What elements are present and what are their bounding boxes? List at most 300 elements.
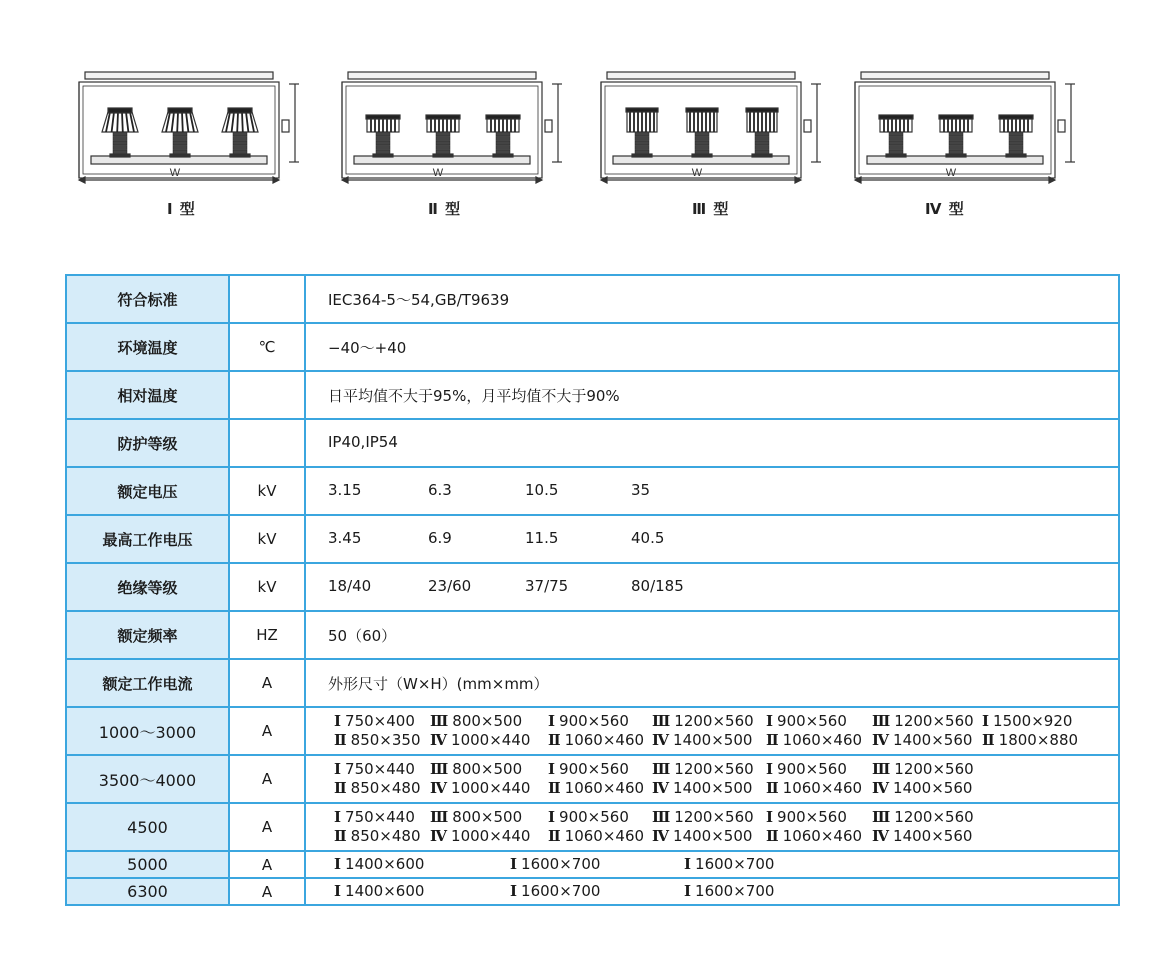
type-numeral: Ⅰ xyxy=(334,882,342,900)
dimension-entry xyxy=(872,712,974,731)
dimension-value: 750×400 xyxy=(345,712,415,730)
spec-row xyxy=(66,467,1119,515)
insulator-ring xyxy=(113,132,127,136)
bushing-base xyxy=(692,154,712,157)
dimension-entry xyxy=(766,808,847,827)
insulator-ring xyxy=(949,150,963,154)
dimension-entry xyxy=(982,712,1072,731)
dimension-entry xyxy=(430,731,530,750)
current-range-cell: 3500～4000 xyxy=(66,755,229,803)
insulator-ring xyxy=(376,141,390,145)
type-numeral: Ⅳ xyxy=(872,779,890,797)
side-flange xyxy=(1058,120,1065,132)
bushing-base xyxy=(373,154,393,157)
current-unit-cell: A xyxy=(229,803,305,851)
insulator-ring xyxy=(436,141,450,145)
current-row xyxy=(66,851,1119,878)
spec-value: −40～+40 xyxy=(328,339,407,357)
type-numeral: Ⅲ xyxy=(872,712,891,730)
insulator-ring xyxy=(376,146,390,150)
insulator-ring xyxy=(113,150,127,154)
bushing xyxy=(939,115,973,157)
dimension-value: 1000×440 xyxy=(451,779,531,797)
dimension-value: 1400×560 xyxy=(893,731,973,749)
insulator-ring xyxy=(173,146,187,150)
dimension-entry xyxy=(652,760,754,779)
enclosure-group xyxy=(342,72,562,183)
dimensions-cell xyxy=(305,851,1119,878)
spec-value-cell xyxy=(305,515,1119,563)
bushing-cap xyxy=(999,115,1033,119)
type-numeral: Ⅱ xyxy=(334,779,347,797)
dimension-value: 1000×440 xyxy=(451,731,531,749)
dimension-line xyxy=(334,731,1118,750)
dimension-entry xyxy=(872,827,972,846)
dimension-entry xyxy=(334,760,415,779)
dimension-entry xyxy=(334,827,421,846)
spec-row xyxy=(66,563,1119,611)
spec-value: IEC364-5～54,GB/T9639 xyxy=(328,291,510,309)
spec-value: 35 xyxy=(631,481,651,499)
spec-row xyxy=(66,611,1119,659)
spec-value: 80/185 xyxy=(631,577,684,595)
dimension-line xyxy=(334,882,1118,901)
type-numeral: Ⅰ xyxy=(548,808,556,826)
bushing-base xyxy=(493,154,513,157)
dimension-entry xyxy=(766,731,862,750)
spec-value-cell xyxy=(305,275,1119,323)
dimension-value: 900×560 xyxy=(559,760,629,778)
insulator-ring xyxy=(635,132,649,136)
type-numeral: Ⅲ xyxy=(430,808,449,826)
bushing-cap xyxy=(486,115,520,119)
dimension-line xyxy=(334,760,1118,779)
spec-value-cell xyxy=(305,467,1119,515)
insulator-ring xyxy=(436,137,450,141)
spec-unit-cell: kV xyxy=(229,467,305,515)
bushing-base xyxy=(110,154,130,157)
type-numeral: Ⅱ xyxy=(766,827,779,845)
insulator-ring xyxy=(889,146,903,150)
dimension-entry xyxy=(334,779,421,798)
type-numeral: Ⅳ xyxy=(430,779,448,797)
dimensions-cell xyxy=(305,803,1119,851)
dimension-value: 1500×920 xyxy=(993,712,1073,730)
dimensions-cell xyxy=(305,707,1119,755)
insulator-ring xyxy=(436,132,450,136)
dimension-line xyxy=(334,827,1118,846)
bushing xyxy=(366,115,400,157)
current-row xyxy=(66,755,1119,803)
bushing xyxy=(879,115,913,157)
dimension-entry xyxy=(430,760,522,779)
bushing xyxy=(999,115,1033,157)
dimension-value: 1060×460 xyxy=(782,827,863,845)
bushing xyxy=(746,108,778,157)
insulator-ring xyxy=(233,146,247,150)
spec-value-cell xyxy=(305,371,1119,419)
current-unit-cell: A xyxy=(229,707,305,755)
type-numeral: Ⅱ xyxy=(766,731,779,749)
dimension-value: 900×560 xyxy=(777,712,847,730)
dimension-entry xyxy=(334,808,415,827)
insulator-ring xyxy=(233,137,247,141)
type-numeral: Ⅰ xyxy=(510,882,518,900)
dimension-value: 900×560 xyxy=(777,760,847,778)
dimension-entry xyxy=(510,882,600,901)
insulator-ring xyxy=(755,150,769,154)
dimension-line xyxy=(334,712,1118,731)
dimension-entry xyxy=(510,855,600,874)
insulator-ring xyxy=(889,141,903,145)
dimension-value: 900×560 xyxy=(777,808,847,826)
dimension-entry xyxy=(430,808,522,827)
type-numeral: Ⅰ xyxy=(334,760,342,778)
spec-value-cell xyxy=(305,323,1119,371)
type-numeral: Ⅳ xyxy=(652,827,670,845)
width-symbol: W xyxy=(169,167,181,179)
dimension-entry xyxy=(872,760,974,779)
insulator-ring xyxy=(949,146,963,150)
type-numeral: Ⅲ xyxy=(652,760,671,778)
dimension-entry xyxy=(766,760,847,779)
dimension-value: 1200×560 xyxy=(674,808,754,826)
spec-name-cell: 防护等级 xyxy=(66,419,229,467)
spec-row xyxy=(66,371,1119,419)
insulator-ring xyxy=(376,137,390,141)
dimension-value: 750×440 xyxy=(345,808,415,826)
insulator-ring xyxy=(889,137,903,141)
dimension-value: 850×480 xyxy=(350,827,421,845)
spec-value: 23/60 xyxy=(428,577,472,595)
dimension-value: 1200×560 xyxy=(894,712,974,730)
insulator-ring xyxy=(755,141,769,145)
type-numeral: Ⅳ xyxy=(430,827,448,845)
width-symbol: W xyxy=(432,167,444,179)
current-range-cell: 5000 xyxy=(66,851,229,878)
dimension-value: 1060×460 xyxy=(564,779,645,797)
type-numeral: Ⅱ xyxy=(334,827,347,845)
insulator-ring xyxy=(1009,132,1023,136)
cone-fin xyxy=(122,112,123,132)
dimension-entry xyxy=(684,855,774,874)
cone-fin xyxy=(242,112,243,132)
spec-value-cell xyxy=(305,611,1119,659)
dimension-value: 1400×600 xyxy=(345,855,425,873)
spec-name-cell: 额定工作电流 xyxy=(66,659,229,707)
dimension-entry xyxy=(766,712,847,731)
insulator-ring xyxy=(1009,137,1023,141)
insulator-ring xyxy=(233,141,247,145)
dimension-value: 1200×560 xyxy=(674,760,754,778)
type-numeral: Ⅰ xyxy=(982,712,990,730)
side-flange xyxy=(804,120,811,132)
dimension-value: 1400×500 xyxy=(673,779,753,797)
spec-value: 37/75 xyxy=(525,577,569,595)
spec-value-cell xyxy=(305,563,1119,611)
dimension-entry xyxy=(334,731,421,750)
bushing xyxy=(102,108,138,157)
insulator-ring xyxy=(695,146,709,150)
type-numeral: Ⅰ xyxy=(510,855,518,873)
insulator-ring xyxy=(695,150,709,154)
enclosure-drawing-3 xyxy=(597,62,837,192)
spec-value: 外形尺寸（W×H）(mm×mm） xyxy=(328,675,549,693)
type-numeral: Ⅳ xyxy=(872,827,890,845)
bushing-base xyxy=(632,154,652,157)
dimension-value: 1400×560 xyxy=(893,827,973,845)
insulator-ring xyxy=(173,150,187,154)
cone-fin xyxy=(237,112,238,132)
insulator-ring xyxy=(173,141,187,145)
dimension-entry xyxy=(334,882,424,901)
bushing-cap xyxy=(108,108,132,113)
enclosure-group xyxy=(855,72,1075,183)
spec-value: 18/40 xyxy=(328,577,372,595)
dimension-value: 1600×700 xyxy=(695,855,775,873)
type-numeral: Ⅰ xyxy=(766,760,774,778)
bushing-cap xyxy=(228,108,252,113)
dimension-entry xyxy=(548,712,629,731)
insulator-ring xyxy=(1009,146,1023,150)
type-label-4: Ⅳ 型 xyxy=(925,200,965,218)
dimension-value: 900×560 xyxy=(559,808,629,826)
dimension-value: 1060×460 xyxy=(564,827,645,845)
enclosure-drawing-2 xyxy=(338,62,578,192)
insulator-ring xyxy=(695,132,709,136)
current-row xyxy=(66,878,1119,905)
cover-plate xyxy=(607,72,795,79)
dimension-entry xyxy=(652,731,752,750)
type-numeral: Ⅰ xyxy=(548,760,556,778)
dimension-entry xyxy=(430,712,522,731)
dimension-entry xyxy=(684,882,774,901)
spec-value: 40.5 xyxy=(631,529,665,547)
type-numeral: Ⅲ xyxy=(652,712,671,730)
bushing-base xyxy=(1006,154,1026,157)
dimension-value: 850×350 xyxy=(350,731,421,749)
spec-unit-cell xyxy=(229,419,305,467)
spec-row xyxy=(66,275,1119,323)
insulator-ring xyxy=(496,132,510,136)
dimension-value: 1800×880 xyxy=(998,731,1079,749)
insulator-ring xyxy=(949,132,963,136)
insulator-ring xyxy=(233,132,247,136)
spec-name-cell: 绝缘等级 xyxy=(66,563,229,611)
type-numeral: Ⅳ xyxy=(872,731,890,749)
spec-unit-cell: A xyxy=(229,659,305,707)
insulator-ring xyxy=(635,146,649,150)
spec-row xyxy=(66,515,1119,563)
insulator-ring xyxy=(496,141,510,145)
bushing xyxy=(626,108,658,157)
dimension-value: 1000×440 xyxy=(451,827,531,845)
bushing xyxy=(222,108,258,157)
dimension-entry xyxy=(430,779,530,798)
dimension-entry xyxy=(548,760,629,779)
dimension-entry xyxy=(872,779,972,798)
type-numeral: Ⅲ xyxy=(872,808,891,826)
type-numeral: Ⅰ xyxy=(334,808,342,826)
dimensions-cell xyxy=(305,878,1119,905)
dimension-entry xyxy=(982,731,1078,750)
type-numeral: Ⅳ xyxy=(652,779,670,797)
bushing xyxy=(162,108,198,157)
dimensions-cell xyxy=(305,755,1119,803)
bushing-cap xyxy=(426,115,460,119)
dimension-entry xyxy=(766,827,862,846)
dimension-entry xyxy=(652,827,752,846)
bushing-cap xyxy=(879,115,913,119)
dimension-entry xyxy=(548,808,629,827)
dimension-value: 1600×700 xyxy=(521,855,601,873)
type-numeral: Ⅱ xyxy=(334,731,347,749)
spec-value: 6.3 xyxy=(428,481,452,499)
dimension-entry xyxy=(652,779,752,798)
width-symbol: W xyxy=(945,167,957,179)
insulator-ring xyxy=(949,137,963,141)
enclosure-group xyxy=(601,72,821,183)
dimension-value: 1200×560 xyxy=(674,712,754,730)
insulator-ring xyxy=(755,146,769,150)
dimension-entry xyxy=(872,808,974,827)
spec-value-cell xyxy=(305,659,1119,707)
current-row xyxy=(66,803,1119,851)
spec-unit-cell: ℃ xyxy=(229,323,305,371)
dimension-value: 1060×460 xyxy=(782,779,863,797)
spec-unit-cell xyxy=(229,371,305,419)
dimension-value: 800×500 xyxy=(452,760,523,778)
cone-fin xyxy=(177,112,178,132)
dimension-value: 1060×460 xyxy=(564,731,645,749)
type-numeral: Ⅲ xyxy=(430,760,449,778)
insulator-ring xyxy=(949,141,963,145)
cover-plate xyxy=(85,72,273,79)
side-flange xyxy=(282,120,289,132)
type-numeral: Ⅰ xyxy=(684,855,692,873)
bushing xyxy=(486,115,520,157)
side-flange xyxy=(545,120,552,132)
insulator-ring xyxy=(376,132,390,136)
dimension-entry xyxy=(334,712,415,731)
insulator-ring xyxy=(889,150,903,154)
spec-name-cell: 符合标准 xyxy=(66,275,229,323)
type-numeral: Ⅰ xyxy=(766,808,774,826)
insulator-ring xyxy=(113,137,127,141)
insulator-ring xyxy=(233,150,247,154)
insulator-ring xyxy=(436,146,450,150)
type-numeral: Ⅱ xyxy=(766,779,779,797)
cover-plate xyxy=(861,72,1049,79)
dimension-value: 750×440 xyxy=(345,760,415,778)
type-label-2: Ⅱ 型 xyxy=(428,200,462,218)
spec-value: 日平均值不大于95%，月平均值不大于90% xyxy=(328,387,620,405)
spec-name-cell: 相对温度 xyxy=(66,371,229,419)
current-unit-cell: A xyxy=(229,851,305,878)
enclosure-drawing-1 xyxy=(75,62,315,192)
type-numeral: Ⅳ xyxy=(652,731,670,749)
insulator-ring xyxy=(173,132,187,136)
type-numeral: Ⅲ xyxy=(652,808,671,826)
spec-name-cell: 额定频率 xyxy=(66,611,229,659)
insulator-ring xyxy=(496,146,510,150)
spec-value-cell xyxy=(305,419,1119,467)
dimension-entry xyxy=(766,779,862,798)
bushing-cap xyxy=(939,115,973,119)
cover-plate xyxy=(348,72,536,79)
spec-name-cell: 环境温度 xyxy=(66,323,229,371)
bushing-cap xyxy=(746,108,778,112)
dimension-value: 1400×560 xyxy=(893,779,973,797)
type-numeral: Ⅳ xyxy=(430,731,448,749)
dimension-value: 800×500 xyxy=(452,808,523,826)
dimension-line xyxy=(334,779,1118,798)
spec-value: 3.45 xyxy=(328,529,362,547)
current-range-cell: 6300 xyxy=(66,878,229,905)
current-unit-cell: A xyxy=(229,878,305,905)
dimension-value: 900×560 xyxy=(559,712,629,730)
insulator-ring xyxy=(496,137,510,141)
dimension-value: 1060×460 xyxy=(782,731,863,749)
spec-unit-cell: kV xyxy=(229,563,305,611)
type-numeral: Ⅰ xyxy=(684,882,692,900)
dimension-value: 1200×560 xyxy=(894,808,974,826)
spec-value: 6.9 xyxy=(428,529,452,547)
dimension-value: 1400×500 xyxy=(673,827,753,845)
spec-value: 50（60） xyxy=(328,627,397,645)
bushing-cap xyxy=(626,108,658,112)
type-numeral: Ⅱ xyxy=(548,827,561,845)
dimension-value: 1200×560 xyxy=(894,760,974,778)
insulator-ring xyxy=(755,137,769,141)
dimension-value: 1600×700 xyxy=(695,882,775,900)
spec-unit-cell: HZ xyxy=(229,611,305,659)
type-numeral: Ⅰ xyxy=(334,855,342,873)
spec-value: IP40,IP54 xyxy=(328,433,398,451)
type-label-1: Ⅰ 型 xyxy=(167,200,196,218)
insulator-ring xyxy=(496,150,510,154)
insulator-ring xyxy=(695,137,709,141)
current-range-cell: 4500 xyxy=(66,803,229,851)
dimension-entry xyxy=(334,855,424,874)
type-numeral: Ⅲ xyxy=(430,712,449,730)
spec-name-cell: 额定电压 xyxy=(66,467,229,515)
type-label-3: Ⅲ 型 xyxy=(692,200,730,218)
current-unit-cell: A xyxy=(229,755,305,803)
type-numeral: Ⅱ xyxy=(548,779,561,797)
insulator-ring xyxy=(695,141,709,145)
cone-fin xyxy=(182,112,183,132)
insulator-ring xyxy=(173,137,187,141)
bushing-cap xyxy=(168,108,192,113)
bushing xyxy=(426,115,460,157)
bushing-base xyxy=(433,154,453,157)
type-numeral: Ⅱ xyxy=(548,731,561,749)
bushing-base xyxy=(886,154,906,157)
dimension-entry xyxy=(430,827,530,846)
insulator-ring xyxy=(436,150,450,154)
type-numeral: Ⅰ xyxy=(766,712,774,730)
bushing-base xyxy=(170,154,190,157)
insulator-ring xyxy=(113,141,127,145)
enclosure-drawing-4 xyxy=(851,62,1091,192)
insulator-ring xyxy=(889,132,903,136)
dimension-entry xyxy=(548,827,644,846)
spec-unit-cell xyxy=(229,275,305,323)
insulator-ring xyxy=(635,141,649,145)
bushing-base xyxy=(946,154,966,157)
dimension-line xyxy=(334,855,1118,874)
